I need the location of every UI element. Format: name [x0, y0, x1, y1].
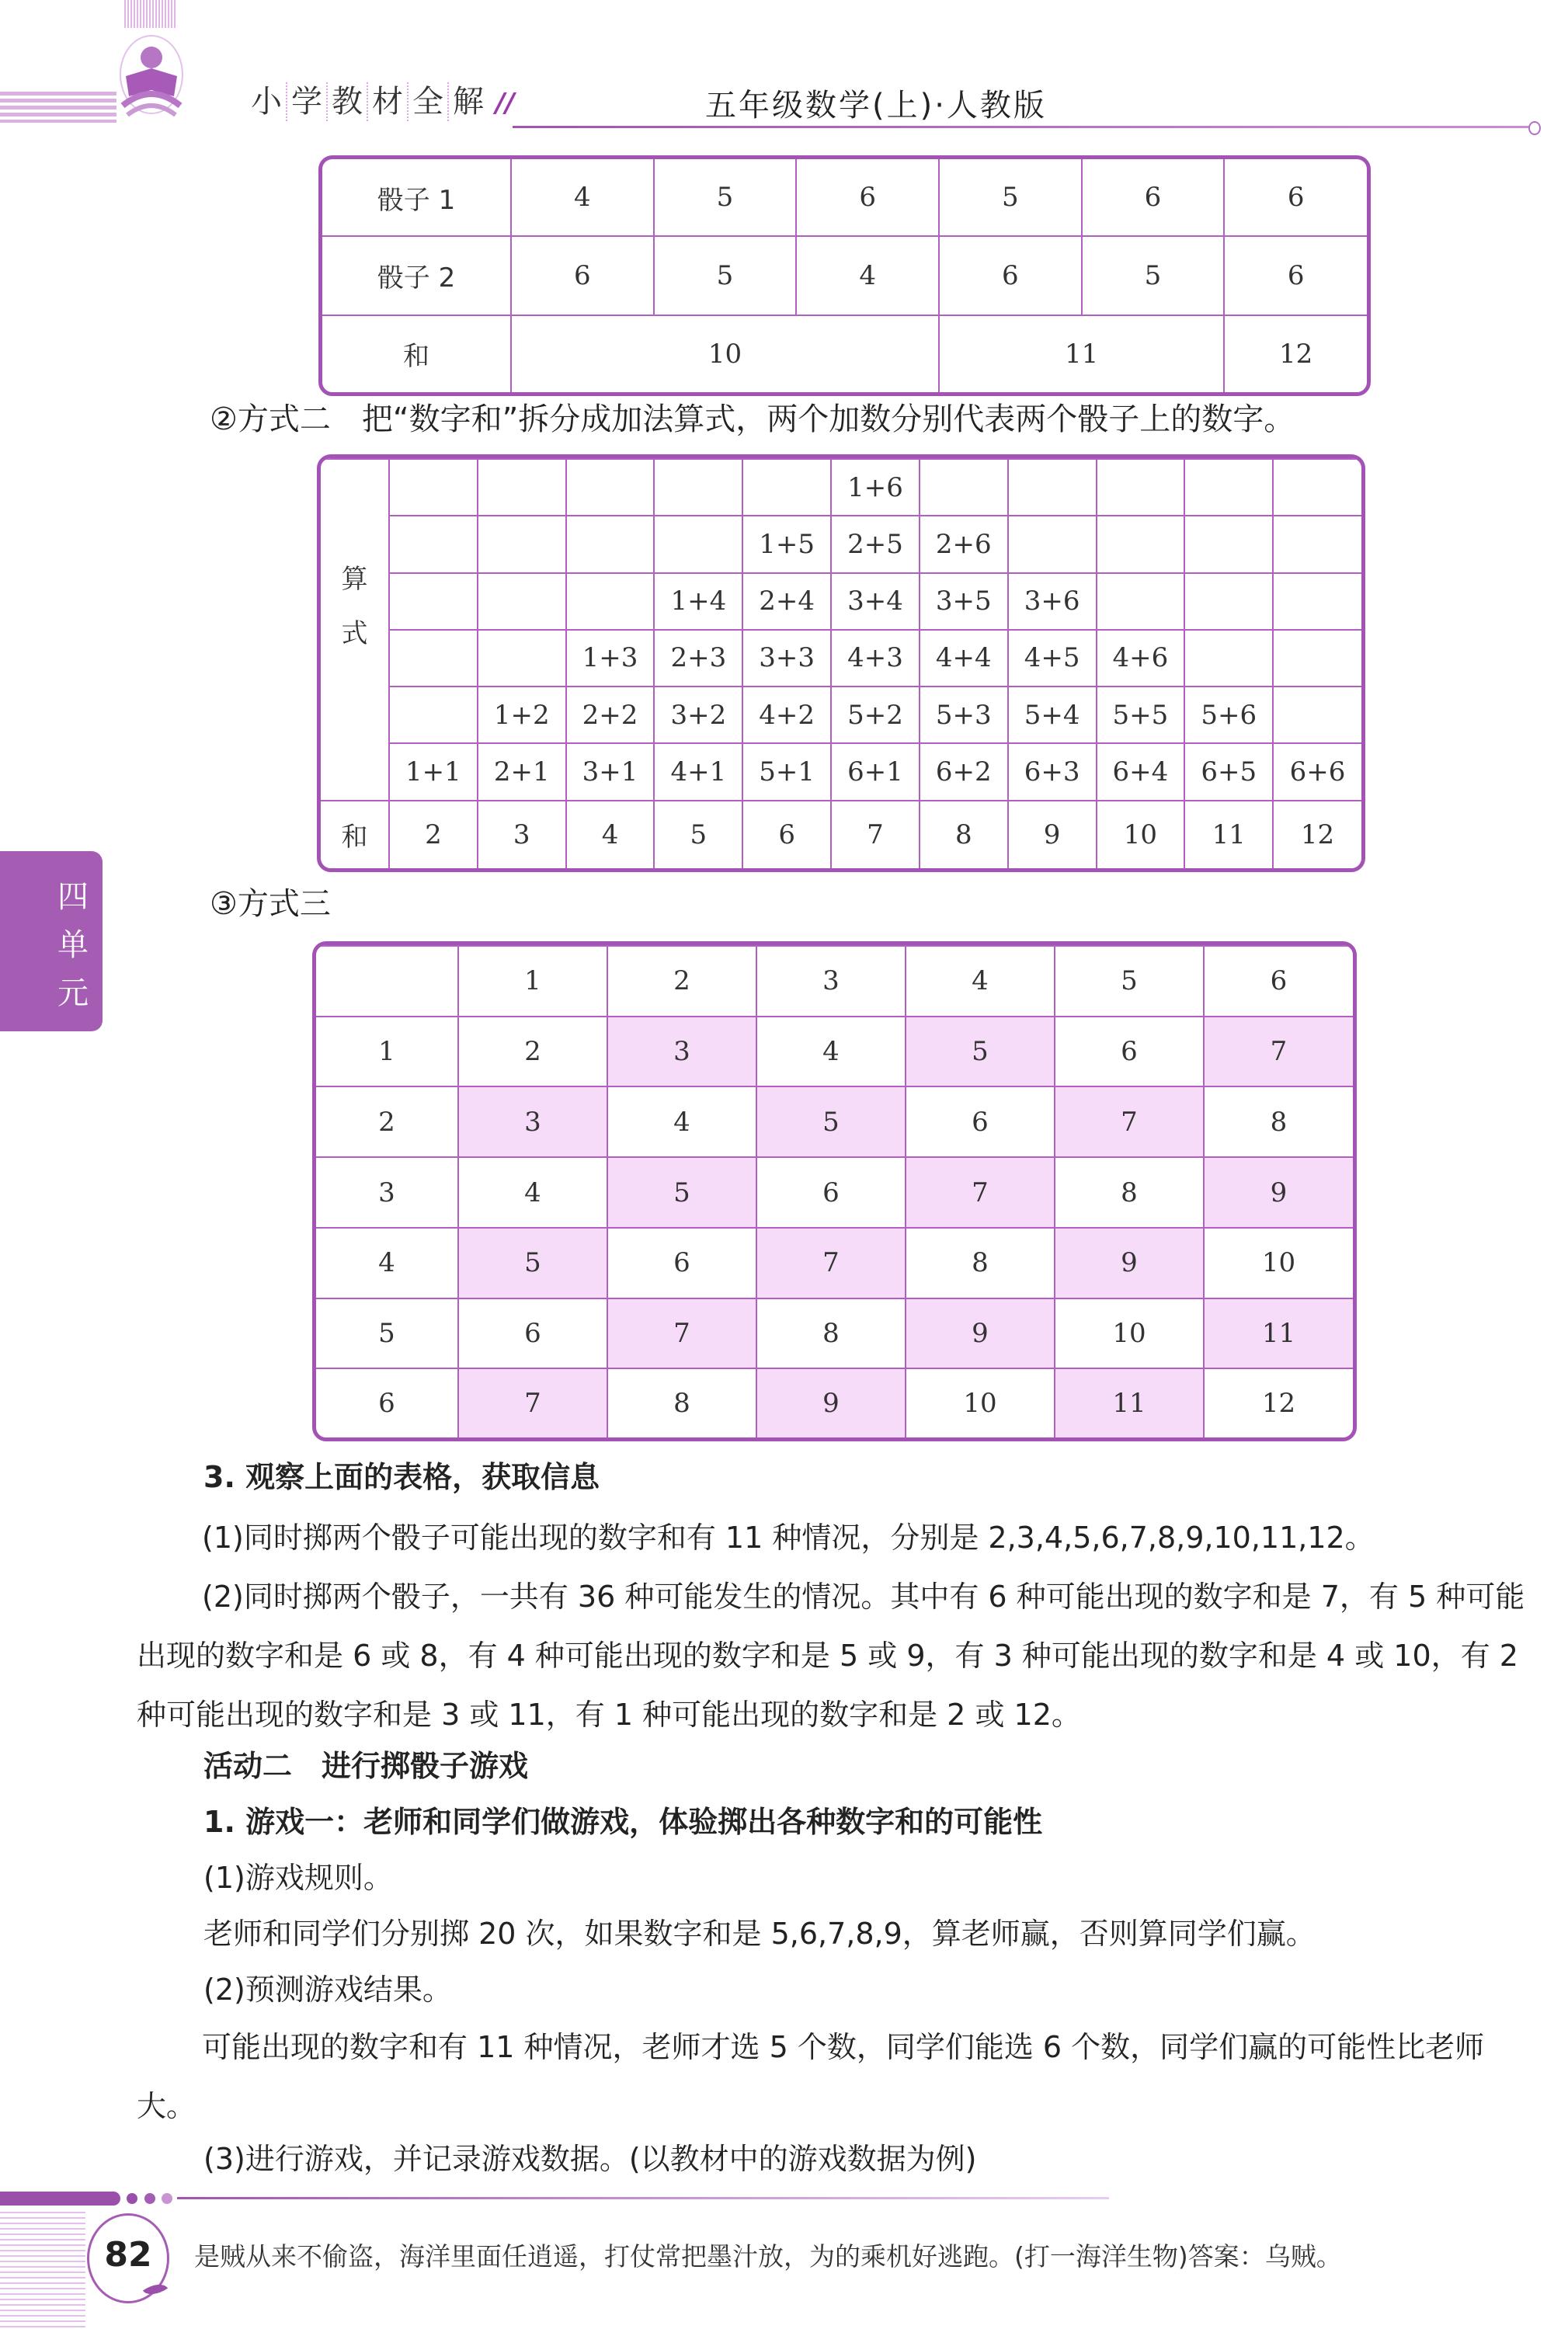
expression-cell — [389, 630, 478, 687]
expression-cell: 6+4 — [1097, 743, 1185, 800]
sum-cell: 8 — [1204, 1086, 1353, 1157]
sum-cell: 10 — [511, 315, 939, 392]
sum-cell: 9 — [1008, 801, 1097, 868]
header-decor-stripes — [0, 92, 116, 123]
table-cell: 5 — [654, 159, 797, 236]
sum-cell: 9 — [1055, 1228, 1204, 1298]
expression-cell: 4+3 — [831, 630, 920, 687]
table-row — [316, 1017, 1353, 1087]
expression-cell — [1008, 459, 1097, 516]
sum-cell: 8 — [920, 801, 1008, 868]
sum-cell: 12 — [1273, 801, 1361, 868]
table-cell: 5 — [654, 236, 797, 315]
expression-cell — [1184, 630, 1273, 687]
sum-cell: 4 — [607, 1086, 756, 1157]
expression-row — [321, 743, 1361, 800]
expression-row — [321, 459, 1361, 516]
table-cell: 6 — [796, 159, 939, 236]
row-header: 6 — [316, 1368, 458, 1437]
method3-heading: ③方式三 — [210, 886, 331, 922]
page-number: 82 — [104, 2235, 152, 2275]
expression-cell: 4+4 — [920, 630, 1008, 687]
expression-cell — [1273, 573, 1361, 630]
expression-cell: 2+5 — [831, 516, 920, 572]
expression-cell — [478, 630, 566, 687]
expression-cell — [566, 516, 655, 572]
expression-cell: 6+1 — [831, 743, 920, 800]
sum-cell: 7 — [1055, 1086, 1204, 1157]
sum-row — [321, 801, 1361, 868]
footer-decor-stripes — [0, 2212, 85, 2329]
sum-cell: 6 — [1055, 1017, 1204, 1087]
sum-cell: 7 — [906, 1157, 1055, 1228]
sum-cell: 11 — [939, 315, 1224, 392]
expression-cell: 2+6 — [920, 516, 1008, 572]
expression-row — [321, 516, 1361, 572]
expression-cell — [478, 573, 566, 630]
sum-cell: 6 — [458, 1298, 607, 1369]
sum-cell: 3 — [478, 801, 566, 868]
sum-cell: 5 — [654, 801, 742, 868]
expression-cell — [1273, 687, 1361, 743]
sum-cell: 7 — [458, 1368, 607, 1437]
expression-row — [321, 630, 1361, 687]
expression-cell: 1+2 — [478, 687, 566, 743]
sum-cell: 11 — [1184, 801, 1273, 868]
expression-cell — [1184, 573, 1273, 630]
series-title-char: 学 — [286, 82, 326, 121]
footer-riddle: 是贼从来不偷盗，海洋里面任逍遥，打仗常把墨汁放，为的乘机好逃跑。(打一海洋生物)答案：乌贼。 — [194, 2241, 1342, 2272]
expression-cell — [1273, 630, 1361, 687]
expression-cell: 2+4 — [742, 573, 831, 630]
sum-cell: 8 — [607, 1368, 756, 1437]
unit-tab-char: 单 — [57, 927, 89, 963]
column-header: 5 — [1055, 946, 1204, 1017]
sum-cell: 9 — [906, 1298, 1055, 1369]
sum-cell: 11 — [1055, 1368, 1204, 1437]
series-title-char: 全 — [407, 82, 447, 121]
table-cell: 6 — [1224, 236, 1367, 315]
predict-label: (2)预测游戏结果。 — [203, 1973, 452, 2007]
series-title — [247, 82, 515, 123]
row-label-char: 式 — [341, 617, 368, 649]
expression-cell: 1+6 — [831, 459, 920, 516]
double-slash-icon: // — [495, 88, 515, 119]
table-row — [316, 1228, 1353, 1298]
expression-cell: 3+2 — [654, 687, 742, 743]
expression-cell: 3+3 — [742, 630, 831, 687]
table-cell: 4 — [511, 159, 654, 236]
rules-label: (1)游戏规则。 — [203, 1861, 393, 1895]
expression-cell: 1+3 — [566, 630, 655, 687]
expression-cell: 3+5 — [920, 573, 1008, 630]
expression-cell: 3+1 — [566, 743, 655, 800]
expression-cell: 1+4 — [654, 573, 742, 630]
book-title: 五年级数学(上)·人教版 — [705, 88, 1047, 123]
expression-cell — [389, 687, 478, 743]
unit-tab-char: 元 — [57, 975, 89, 1011]
expression-cell: 1+1 — [389, 743, 478, 800]
sum-cell: 5 — [756, 1086, 906, 1157]
header-rule — [513, 126, 1530, 128]
sum-cell: 10 — [1204, 1228, 1353, 1298]
expression-cell — [1097, 516, 1185, 572]
row-label — [321, 459, 389, 801]
sum-cell: 3 — [458, 1086, 607, 1157]
row-label: 和 — [321, 801, 389, 868]
row-label: 和 — [322, 315, 511, 392]
table-cell: 6 — [1224, 159, 1367, 236]
sum-cell: 8 — [1055, 1157, 1204, 1228]
row-label-char: 算 — [341, 563, 368, 595]
expression-cell — [1097, 459, 1185, 516]
table-cell: 4 — [796, 236, 939, 315]
expression-cell — [1008, 516, 1097, 572]
footer-decor-bar — [0, 2192, 120, 2206]
row-header: 1 — [316, 1017, 458, 1087]
addition-expression-table — [317, 454, 1365, 872]
expression-cell: 2+2 — [566, 687, 655, 743]
expression-cell — [920, 459, 1008, 516]
table-cell: 6 — [511, 236, 654, 315]
expression-cell — [1273, 516, 1361, 572]
expression-row — [321, 687, 1361, 743]
expression-cell — [478, 516, 566, 572]
rules-text: 老师和同学们分别掷 20 次，如果数字和是 5,6,7,8,9，算老师赢，否则算同学们赢。 — [203, 1917, 1316, 1951]
row-header: 4 — [316, 1228, 458, 1298]
row-header: 5 — [316, 1298, 458, 1369]
sum-cell: 2 — [458, 1017, 607, 1087]
sum-cell: 5 — [607, 1157, 756, 1228]
play-label: (3)进行游戏，并记录游戏数据。(以教材中的游戏数据为例) — [203, 2142, 977, 2176]
column-header: 4 — [906, 946, 1055, 1017]
expression-cell: 2+3 — [654, 630, 742, 687]
header-decor-bars — [124, 0, 177, 28]
series-title-char: 小 — [251, 84, 282, 120]
row-label: 骰子 2 — [322, 236, 511, 315]
footer-dot-icon — [162, 2193, 172, 2204]
activity2-title: 活动二 进行掷骰子游戏 — [203, 1749, 529, 1783]
sum-cell: 12 — [1224, 315, 1367, 392]
expression-cell: 5+1 — [742, 743, 831, 800]
expression-cell: 3+6 — [1008, 573, 1097, 630]
sum-cell: 4 — [458, 1157, 607, 1228]
row-label: 骰子 1 — [322, 159, 511, 236]
expression-cell — [566, 573, 655, 630]
expression-cell: 4+1 — [654, 743, 742, 800]
sum-cell: 12 — [1204, 1368, 1353, 1437]
expression-cell — [389, 459, 478, 516]
sum-cell: 8 — [756, 1298, 906, 1369]
unit-side-tab — [0, 851, 103, 1031]
predict-text: 可能出现的数字和有 11 种情况，老师才选 5 个数，同学们能选 6 个数，同学们赢的可能性比老师大。 — [137, 2030, 1485, 2123]
expression-cell: 6+6 — [1273, 743, 1361, 800]
sum-cell: 3 — [607, 1017, 756, 1087]
sum-cell: 10 — [1055, 1298, 1204, 1369]
corner-cell — [316, 946, 458, 1017]
expression-cell: 1+5 — [742, 516, 831, 572]
column-header: 2 — [607, 946, 756, 1017]
table-row — [316, 1157, 1353, 1228]
table-row — [316, 1368, 1353, 1437]
table-row — [322, 159, 1367, 236]
expression-cell — [1273, 459, 1361, 516]
column-header: 3 — [756, 946, 906, 1017]
section3-paragraph-1: (1)同时掷两个骰子可能出现的数字和有 11 种情况，分别是 2,3,4,5,6,7,8,9,10,11,12。 — [202, 1521, 1375, 1555]
header-rule-end-dot — [1528, 121, 1541, 135]
table-row — [322, 236, 1367, 315]
expression-cell: 5+2 — [831, 687, 920, 743]
expression-cell: 4+6 — [1097, 630, 1185, 687]
column-header: 1 — [458, 946, 607, 1017]
expression-cell — [478, 459, 566, 516]
sum-cell: 10 — [1097, 801, 1185, 868]
expression-cell — [1184, 516, 1273, 572]
sum-cell: 6 — [906, 1086, 1055, 1157]
expression-cell: 3+4 — [831, 573, 920, 630]
expression-cell — [389, 516, 478, 572]
series-title-char: 材 — [367, 82, 407, 121]
expression-cell — [1097, 573, 1185, 630]
unit-tab-char: 四 — [57, 879, 89, 915]
expression-cell — [389, 573, 478, 630]
expression-cell: 6+2 — [920, 743, 1008, 800]
row-header: 2 — [316, 1086, 458, 1157]
sum-cell: 4 — [756, 1017, 906, 1087]
sum-cell: 9 — [1204, 1157, 1353, 1228]
sum-cell: 5 — [458, 1228, 607, 1298]
sum-row — [322, 315, 1367, 392]
sum-cell: 4 — [566, 801, 655, 868]
sum-cell: 9 — [756, 1368, 906, 1437]
sum-cell: 6 — [607, 1228, 756, 1298]
series-title-char: 教 — [326, 82, 367, 121]
expression-cell: 5+5 — [1097, 687, 1185, 743]
sum-cell: 2 — [389, 801, 478, 868]
row-header: 3 — [316, 1157, 458, 1228]
dice-pair-table — [318, 155, 1371, 396]
expression-cell — [566, 459, 655, 516]
footer-dot-icon — [144, 2193, 155, 2204]
table-row — [316, 1298, 1353, 1369]
expression-cell — [742, 459, 831, 516]
reading-child-logo-icon — [116, 28, 186, 120]
section3-title: 3. 观察上面的表格，获取信息 — [203, 1460, 600, 1494]
table-row — [316, 1086, 1353, 1157]
column-header: 6 — [1204, 946, 1353, 1017]
method2-heading: ②方式二 把“数字和”拆分成加法算式，两个加数分别代表两个骰子上的数字。 — [210, 401, 1295, 437]
game1-title: 1. 游戏一：老师和同学们做游戏，体验掷出各种数字和的可能性 — [203, 1805, 1043, 1839]
sum-cell: 6 — [756, 1157, 906, 1228]
expression-cell — [654, 459, 742, 516]
expression-cell: 5+3 — [920, 687, 1008, 743]
table-cell: 5 — [1082, 236, 1225, 315]
sum-cell: 6 — [742, 801, 831, 868]
header-row — [316, 946, 1353, 1017]
expression-cell: 6+5 — [1184, 743, 1273, 800]
sum-cell: 8 — [906, 1228, 1055, 1298]
sum-cell: 11 — [1204, 1298, 1353, 1369]
expression-cell: 5+6 — [1184, 687, 1273, 743]
expression-cell — [1184, 459, 1273, 516]
expression-cell: 4+2 — [742, 687, 831, 743]
expression-row — [321, 573, 1361, 630]
footer-rule — [177, 2197, 1109, 2199]
sum-cell: 7 — [756, 1228, 906, 1298]
expression-cell: 5+4 — [1008, 687, 1097, 743]
expression-cell — [654, 516, 742, 572]
sum-grid-table — [312, 941, 1357, 1441]
sum-cell: 7 — [607, 1298, 756, 1369]
table-cell: 5 — [939, 159, 1082, 236]
footer-dot-icon — [127, 2193, 137, 2204]
sum-cell: 5 — [906, 1017, 1055, 1087]
sum-cell: 7 — [831, 801, 920, 868]
expression-cell: 6+3 — [1008, 743, 1097, 800]
expression-cell: 4+5 — [1008, 630, 1097, 687]
series-title-char: 解 — [447, 82, 488, 121]
expression-cell: 2+1 — [478, 743, 566, 800]
sum-cell: 7 — [1204, 1017, 1353, 1087]
sum-cell: 10 — [906, 1368, 1055, 1437]
table-cell: 6 — [1082, 159, 1225, 236]
table-cell: 6 — [939, 236, 1082, 315]
section3-paragraph-2: (2)同时掷两个骰子，一共有 36 种可能发生的情况。其中有 6 种可能出现的数字和是 7，有 5 种可能出现的数字和是 6 或 8，有 4 种可能出现的数字和是 5 或 9，有 3 种可能出现的数字和是 4 或 10，有 2 种可能出现的数字和是 3 或 11，有 1 种可能出现的数字和是 2 或 12。 — [137, 1580, 1525, 1732]
